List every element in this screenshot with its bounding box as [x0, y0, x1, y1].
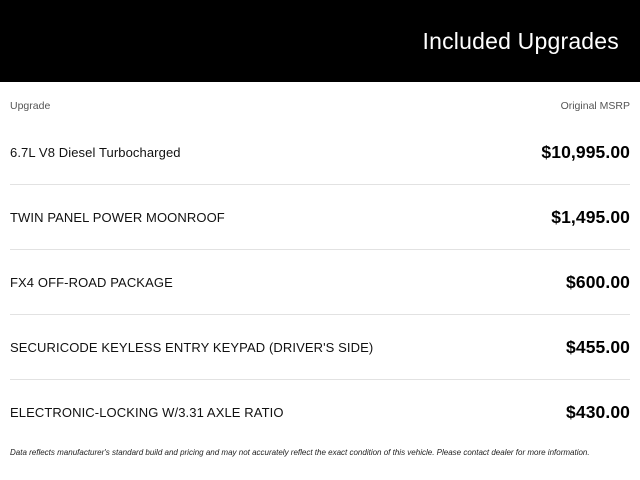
page-header	[0, 0, 640, 82]
table-body	[10, 120, 630, 445]
column-header-upgrade: Upgrade	[10, 100, 51, 112]
table-row	[10, 315, 630, 380]
table-header-row	[10, 82, 630, 114]
upgrade-name: SECURICODE KEYLESS ENTRY KEYPAD (DRIVER'S SIDE)	[10, 339, 374, 355]
upgrade-price: $455.00	[566, 336, 630, 357]
table-row	[10, 250, 630, 315]
upgrade-name: ELECTRONIC-LOCKING W/3.31 AXLE RATIO	[10, 405, 284, 420]
upgrade-name: FX4 OFF-ROAD PACKAGE	[10, 274, 173, 290]
upgrade-price: $1,495.00	[551, 206, 630, 227]
table-row	[10, 185, 630, 250]
table-row	[10, 120, 630, 185]
upgrade-name: TWIN PANEL POWER MOONROOF	[10, 209, 225, 225]
upgrade-price: $600.00	[566, 271, 630, 292]
upgrades-table	[0, 82, 640, 480]
upgrade-name: 6.7L V8 Diesel Turbocharged	[10, 144, 181, 160]
table-row	[10, 380, 630, 445]
upgrade-price: $430.00	[566, 402, 630, 422]
disclaimer-text: Data reflects manufacturer's standard build and pricing and may not accurately reflect the exact condition of this vehicle. Please contact dealer for more information.	[10, 448, 590, 458]
upgrade-price: $10,995.00	[541, 141, 630, 162]
page-title: Included Upgrades	[422, 27, 619, 54]
column-header-msrp: Original MSRP	[560, 100, 630, 112]
